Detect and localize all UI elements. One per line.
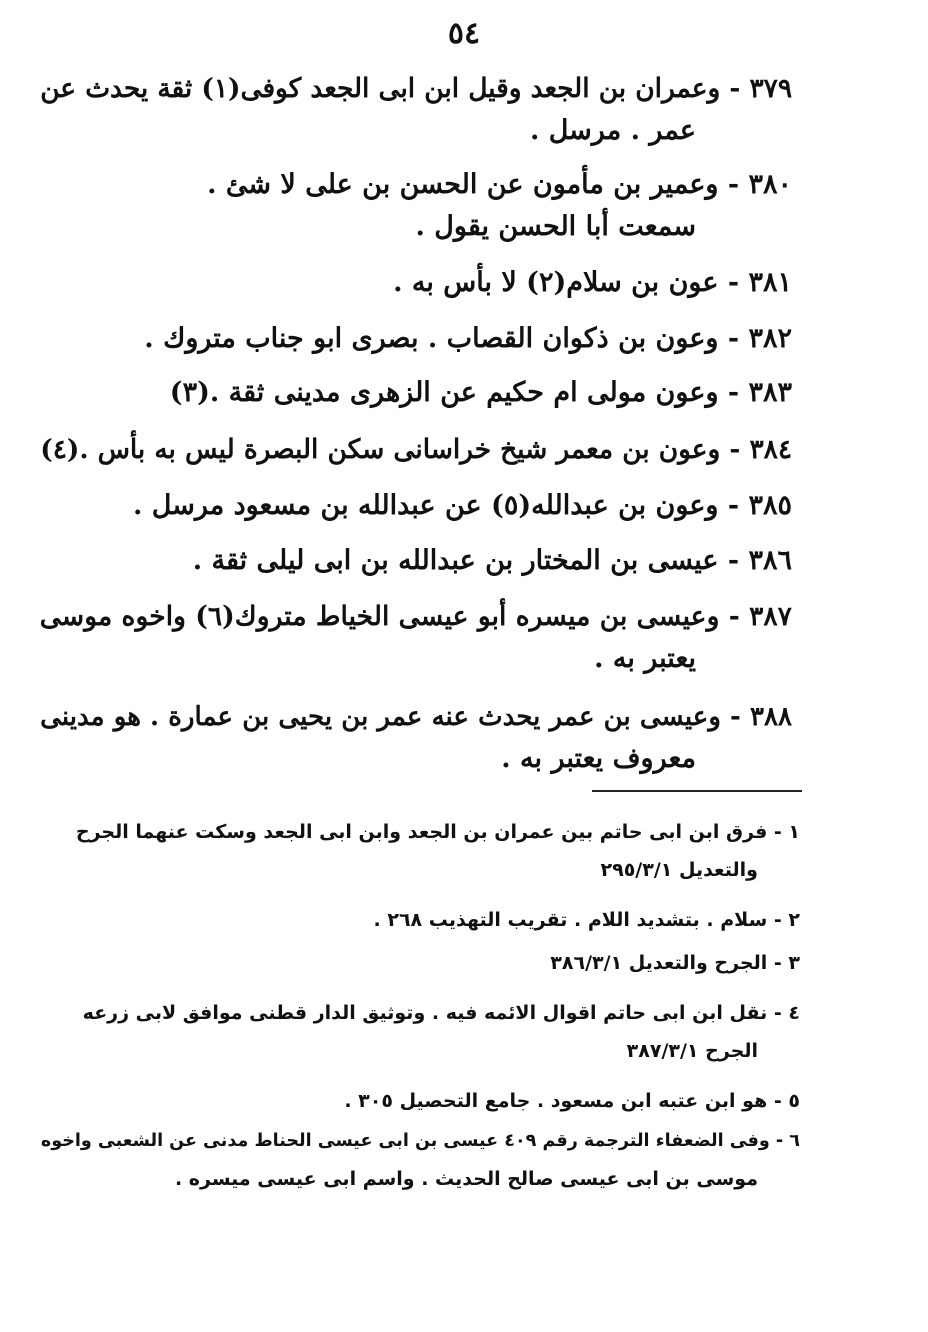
- entry-text: ٣٨٠ - وعمير بن مأمون عن الحسن بن على لا شئ .: [207, 169, 792, 200]
- footnote-text: ٦ - وفى الضعفاء الترجمة رقم ٤٠٩ عيسى بن ابى عيسى الحناط مدنى عن الشعبى واخوه: [40, 1131, 800, 1151]
- entry-text: ٣٨٢ - وعون بن ذكوان القصاب . بصرى ابو جناب متروك .: [144, 323, 792, 354]
- entry-384: [40, 429, 792, 471]
- entry-385: [133, 485, 792, 527]
- entry-text: ٣٨٧ - وعيسى بن ميسره أبو عيسى الخياط متروك(٦) واخوه موسى: [39, 601, 792, 632]
- footnote-text: ٤ - نقل ابن ابى حاتم اقوال الائمه فيه . وتوثيق الدار قطنى موافق لابى زرعه: [82, 1002, 800, 1024]
- entry-380: [207, 164, 792, 248]
- footnote-6: [41, 1122, 800, 1198]
- entry-text: ٣٨٣ - وعون مولى ام حكيم عن الزهرى مدينى ثقة .(٣): [169, 377, 792, 408]
- footnote-divider: [592, 790, 802, 792]
- footnote-2: [374, 901, 801, 939]
- entry-continuation: سمعت أبا الحسن يقول .: [415, 211, 696, 242]
- page-number: ٥٤: [447, 16, 481, 51]
- entry-387: [40, 596, 792, 680]
- footnote-continuation: والتعديل ٢٩٥/٣/١: [600, 859, 758, 881]
- footnote-text: ١ - فرق ابن ابى حاتم بين عمران بن الجعد وابن ابى الجعد وسكت عنهما الجرح: [75, 821, 800, 843]
- entry-386: [193, 540, 792, 582]
- entry-382: [144, 318, 792, 360]
- footnote-text: ٣ - الجرح والتعديل ٣٨٦/٣/١: [550, 952, 800, 974]
- entry-continuation: معروف يعتبر به .: [501, 743, 696, 774]
- footnote-text: ٢ - سلام . بتشديد اللام . تقريب التهذيب ٢٦٨ .: [373, 909, 800, 931]
- entry-379: [40, 68, 792, 152]
- footnote-3: [550, 944, 800, 982]
- entry-text: ٣٧٩ - وعمران بن الجعد وقيل ابن ابى الجعد كوفى(١) ثقة يحدث عن: [40, 73, 792, 104]
- entry-text: ٣٨٦ - عيسى بن المختار بن عبدالله بن ابى ليلى ثقة .: [192, 545, 792, 576]
- footnote-continuation: موسى بن ابى عيسى صالح الحديث . واسم ابى عيسى ميسره .: [174, 1168, 758, 1190]
- entry-text: ٣٨٥ - وعون بن عبدالله(٥) عن عبدالله بن مسعود مرسل .: [132, 490, 792, 521]
- entry-383: [170, 372, 792, 414]
- entry-381: [393, 262, 792, 304]
- entry-continuation: عمر . مرسل .: [529, 115, 696, 146]
- footnote-4: [83, 994, 800, 1070]
- entry-text: ٣٨٤ - وعون بن معمر شيخ خراسانى سكن البصرة ليس به بأس .(٤): [40, 434, 792, 465]
- footnote-continuation: الجرح ٣٨٧/٣/١: [626, 1040, 758, 1062]
- footnote-5: [344, 1082, 800, 1120]
- footnote-text: ٥ - هو ابن عتبه ابن مسعود . جامع التحصيل ٣٠٥ .: [344, 1090, 800, 1112]
- footnote-1: [76, 813, 800, 889]
- entry-text: ٣٨٨ - وعيسى بن عمر يحدث عنه عمر بن يحيى بن عمارة . هو مدينى: [40, 701, 792, 732]
- entry-388: [40, 696, 792, 780]
- entry-text: ٣٨١ - عون بن سلام(٢) لا بأس به .: [393, 267, 792, 298]
- entry-continuation: يعتبر به .: [594, 643, 696, 674]
